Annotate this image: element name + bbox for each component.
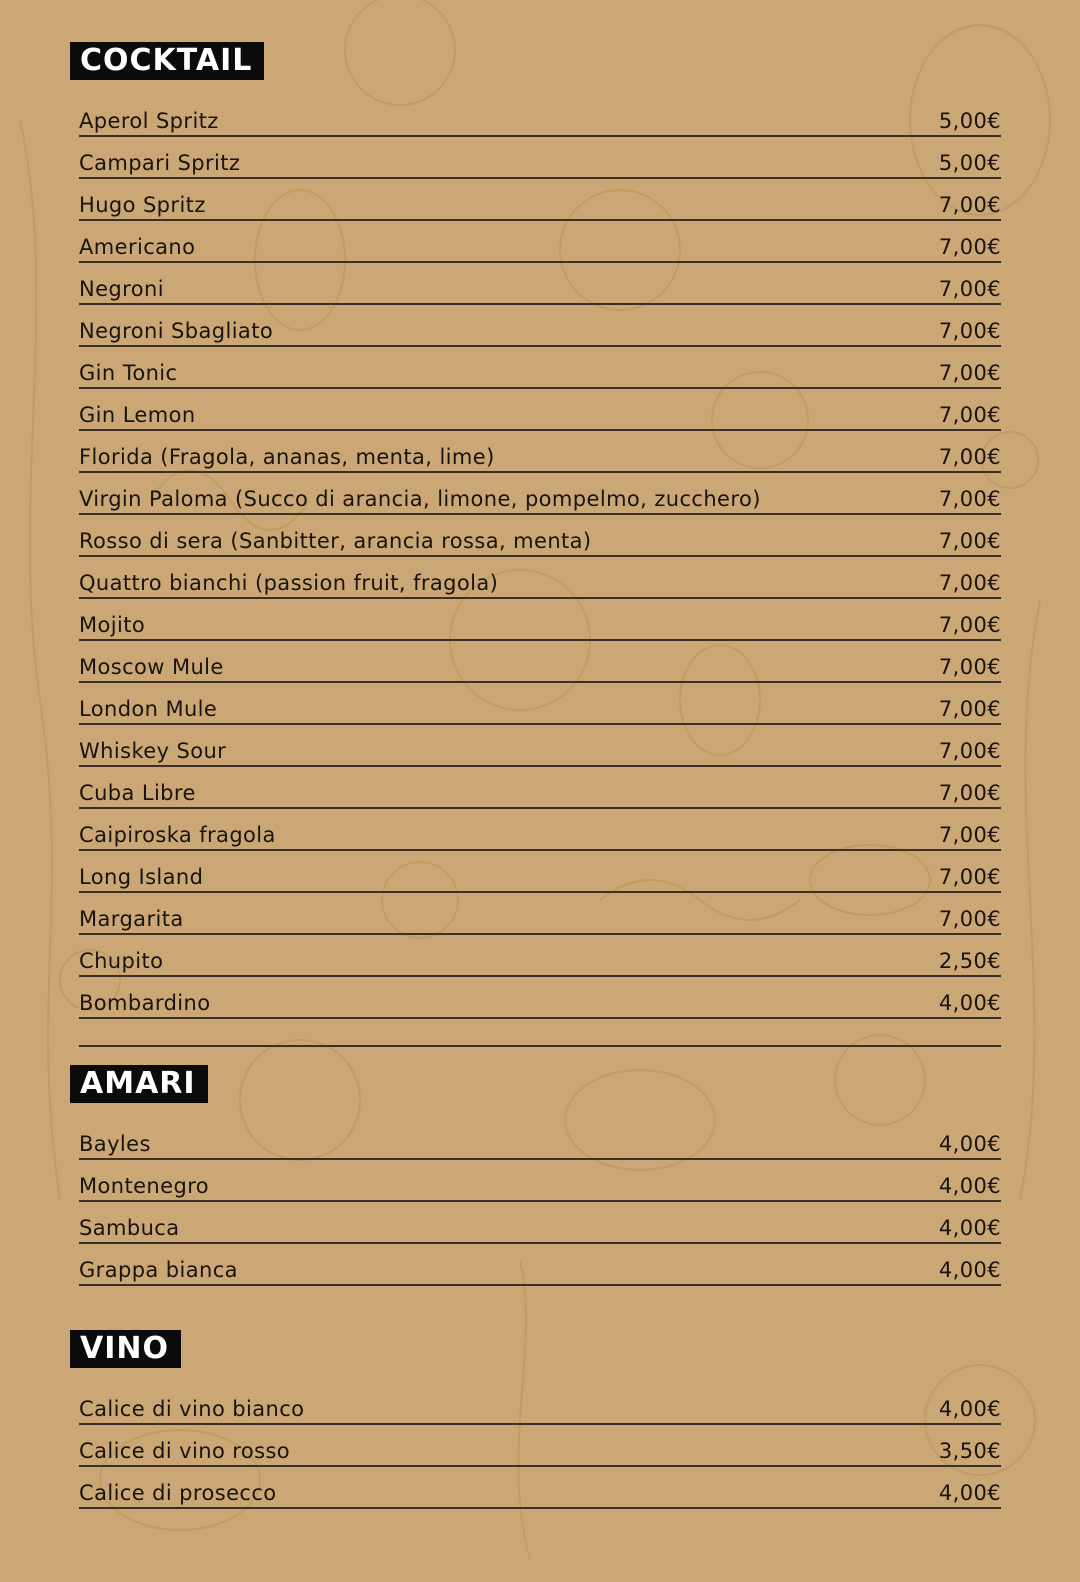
menu-item-price: 7,00€ <box>938 865 1001 889</box>
menu-item-name: Hugo Spritz <box>79 193 206 217</box>
menu-item-name: Moscow Mule <box>79 655 224 679</box>
menu-item-price: 7,00€ <box>938 319 1001 343</box>
menu-item <box>79 1247 1001 1286</box>
divider <box>79 1045 1001 1047</box>
section-title-cocktail: COCKTAIL <box>70 42 264 80</box>
menu-item-name: Margarita <box>79 907 184 931</box>
menu-item-price: 7,00€ <box>938 571 1001 595</box>
menu-item-price: 7,00€ <box>938 193 1001 217</box>
menu-item-name: Florida (Fragola, ananas, menta, lime) <box>79 445 495 469</box>
section-title-amari: AMARI <box>70 1065 208 1103</box>
menu-item-price: 7,00€ <box>938 823 1001 847</box>
menu-item-price: 4,00€ <box>938 991 1001 1015</box>
menu-item-name: Calice di prosecco <box>79 1481 277 1505</box>
menu-item-name: Montenegro <box>79 1174 210 1198</box>
menu-item-name: Americano <box>79 235 196 259</box>
menu-item-name: Campari Spritz <box>79 151 241 175</box>
menu-item-price: 4,00€ <box>938 1174 1001 1198</box>
menu-item <box>79 1163 1001 1202</box>
menu-item-price: 7,00€ <box>938 361 1001 385</box>
section-cocktail <box>70 42 1002 1047</box>
menu-item <box>79 770 1001 809</box>
menu-item-name: Negroni Sbagliato <box>79 319 274 343</box>
menu-item <box>79 1205 1001 1244</box>
menu-item-name: Chupito <box>79 949 164 973</box>
menu-item-name: Calice di vino rosso <box>79 1439 291 1463</box>
menu-item <box>79 476 1001 515</box>
menu-item-price: 7,00€ <box>938 781 1001 805</box>
menu-item-name: Long Island <box>79 865 204 889</box>
menu-item <box>79 1470 1001 1509</box>
menu-item-price: 5,00€ <box>938 109 1001 133</box>
menu-item-name: Quattro bianchi (passion fruit, fragola) <box>79 571 499 595</box>
menu-item-price: 7,00€ <box>938 235 1001 259</box>
menu-item-price: 4,00€ <box>938 1216 1001 1240</box>
menu-item <box>79 1428 1001 1467</box>
section-title-vino: VINO <box>70 1330 181 1368</box>
menu-item <box>79 728 1001 767</box>
menu-item-price: 2,50€ <box>938 949 1001 973</box>
menu-item-name: Rosso di sera (Sanbitter, arancia rossa, menta) <box>79 529 592 553</box>
menu-item-price: 5,00€ <box>938 151 1001 175</box>
menu-item-price: 7,00€ <box>938 697 1001 721</box>
menu-item-name: Gin Tonic <box>79 361 178 385</box>
item-list-vino <box>79 1386 1001 1509</box>
item-list-cocktail <box>79 98 1001 1019</box>
menu-item <box>79 350 1001 389</box>
menu-item-price: 7,00€ <box>938 277 1001 301</box>
menu-item-price: 7,00€ <box>938 529 1001 553</box>
menu-item-price: 7,00€ <box>938 445 1001 469</box>
menu-item-price: 4,00€ <box>938 1258 1001 1282</box>
menu-item <box>79 434 1001 473</box>
menu-item-name: Bombardino <box>79 991 211 1015</box>
menu-item-name: Bayles <box>79 1132 151 1156</box>
menu-item-name: Cuba Libre <box>79 781 196 805</box>
menu-item-name: Whiskey Sour <box>79 739 227 763</box>
menu-item-name: Caipiroska fragola <box>79 823 276 847</box>
menu-item-name: Calice di vino bianco <box>79 1397 305 1421</box>
item-list-amari <box>79 1121 1001 1286</box>
menu-item <box>79 560 1001 599</box>
menu-item <box>79 182 1001 221</box>
menu-item-price: 7,00€ <box>938 907 1001 931</box>
section-vino <box>70 1330 1002 1512</box>
menu-item <box>79 98 1001 137</box>
menu-item <box>79 602 1001 641</box>
menu-item-price: 3,50€ <box>938 1439 1001 1463</box>
menu-item <box>79 854 1001 893</box>
menu-item-price: 7,00€ <box>938 487 1001 511</box>
menu-item-price: 4,00€ <box>938 1132 1001 1156</box>
menu-item-price: 4,00€ <box>938 1481 1001 1505</box>
menu-item <box>79 686 1001 725</box>
menu-item-name: Sambuca <box>79 1216 180 1240</box>
menu-item-price: 7,00€ <box>938 613 1001 637</box>
menu-item-name: Gin Lemon <box>79 403 196 427</box>
menu-item <box>79 980 1001 1019</box>
menu-item-name: Mojito <box>79 613 146 637</box>
menu-item <box>79 224 1001 263</box>
menu-item-name: Grappa bianca <box>79 1258 238 1282</box>
menu-item <box>79 140 1001 179</box>
menu-item-name: Negroni <box>79 277 164 301</box>
menu-item <box>79 644 1001 683</box>
menu-item <box>79 266 1001 305</box>
menu-item <box>79 308 1001 347</box>
menu-item-price: 7,00€ <box>938 655 1001 679</box>
menu-item <box>79 1121 1001 1160</box>
menu-item-name: Aperol Spritz <box>79 109 219 133</box>
menu-item-price: 4,00€ <box>938 1397 1001 1421</box>
section-amari <box>70 1065 1002 1289</box>
menu-item <box>79 518 1001 557</box>
menu-item-name: London Mule <box>79 697 218 721</box>
menu-item <box>79 812 1001 851</box>
menu-item-price: 7,00€ <box>938 739 1001 763</box>
menu-item <box>79 392 1001 431</box>
menu-item <box>79 896 1001 935</box>
menu-item <box>79 1386 1001 1425</box>
menu-item-name: Virgin Paloma (Succo di arancia, limone, pompelmo, zucchero) <box>79 487 761 511</box>
menu-item <box>79 938 1001 977</box>
menu-item-price: 7,00€ <box>938 403 1001 427</box>
